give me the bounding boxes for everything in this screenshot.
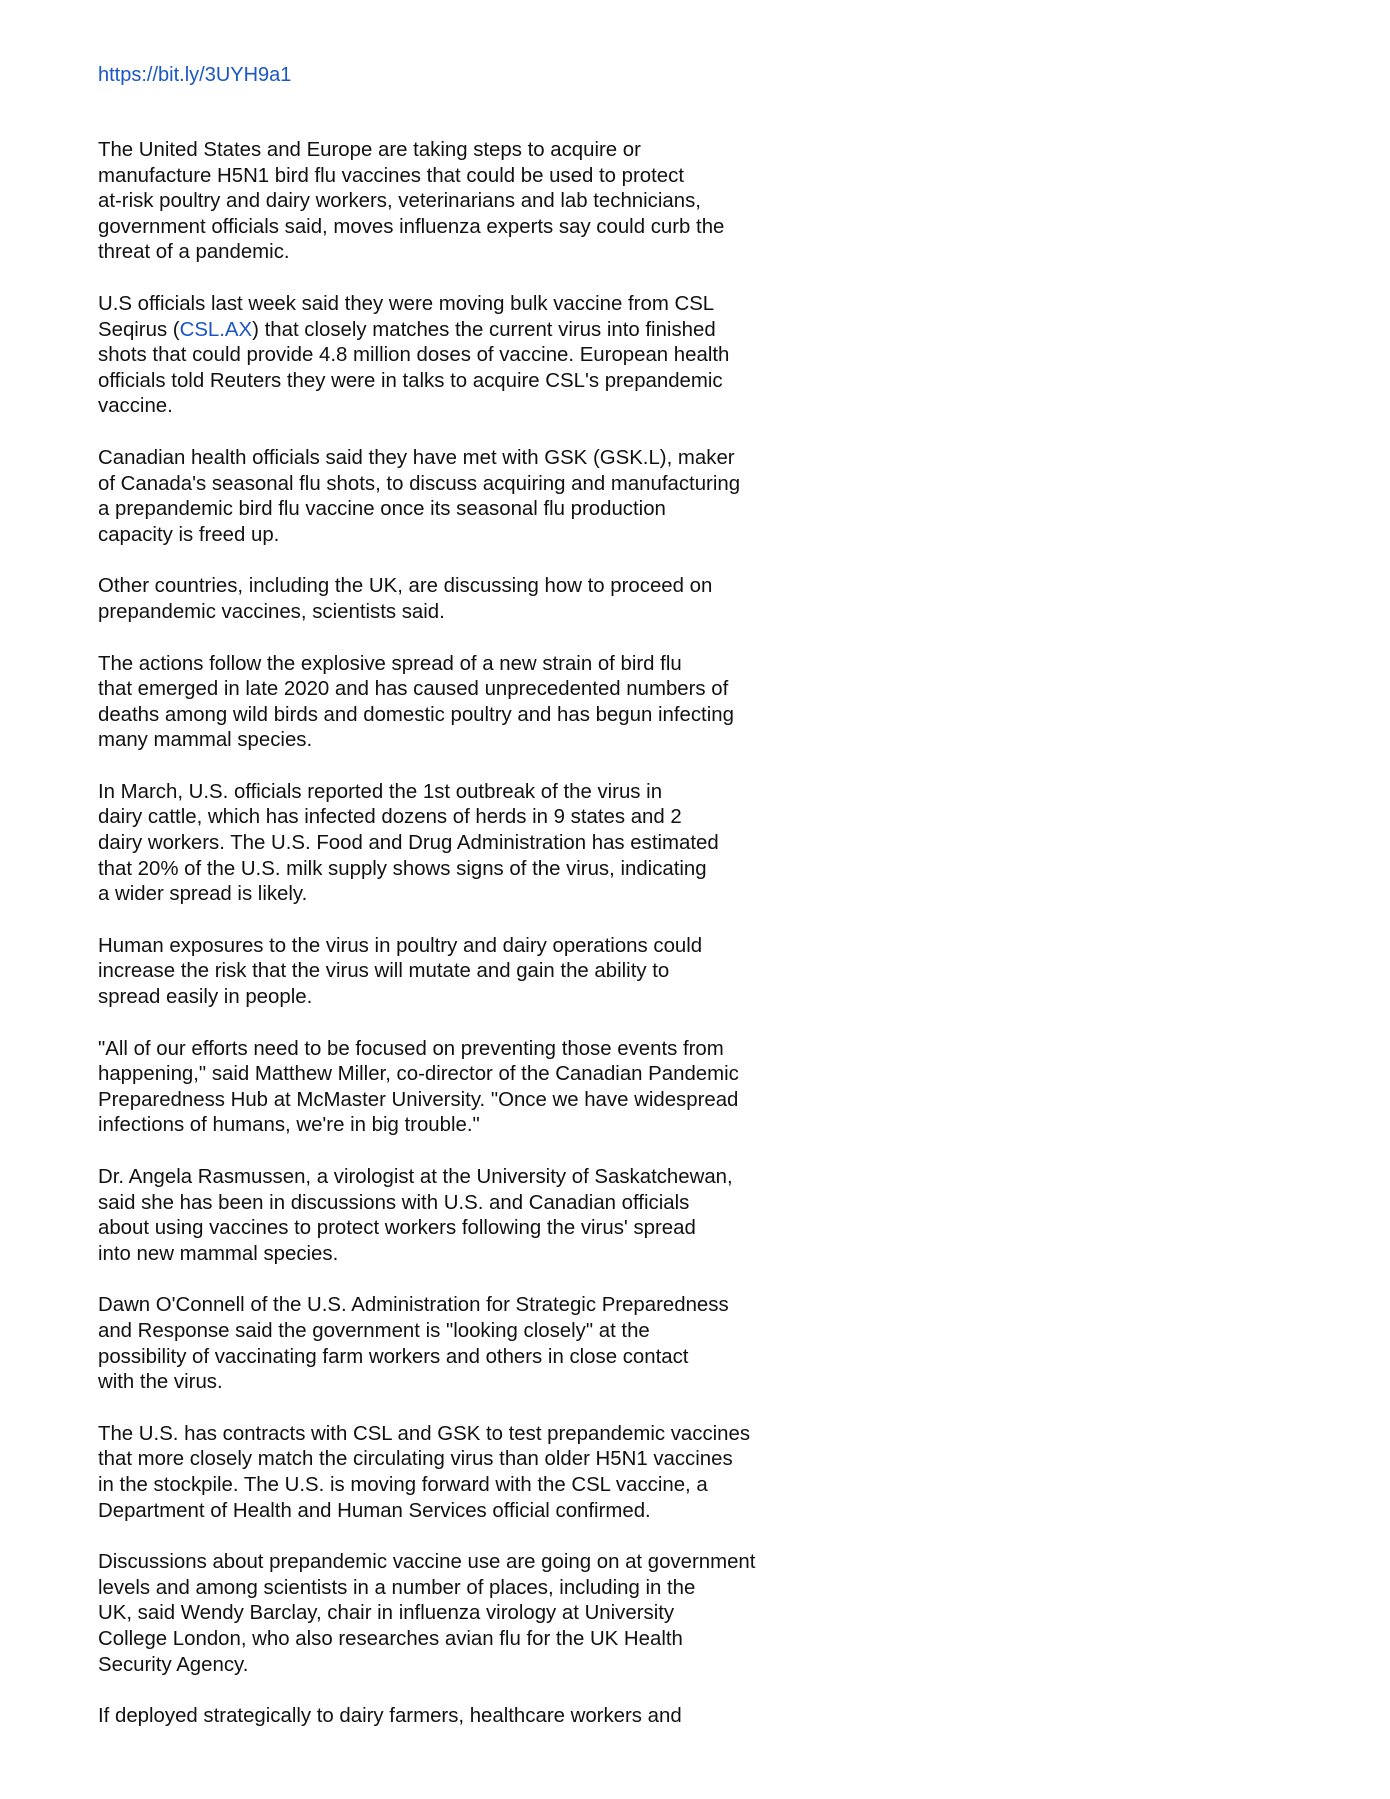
article-paragraph <box>98 1037 858 1139</box>
paragraph-line: government officials said, moves influenza experts say could curb the <box>98 215 725 238</box>
line-text-before-link: Seqirus ( <box>98 318 180 341</box>
article-paragraph <box>98 138 858 266</box>
paragraph-line: vaccine. <box>98 395 173 418</box>
paragraph-line: Dr. Angela Rasmussen, a virologist at the University of Saskatchewan, <box>98 1166 733 1188</box>
paragraph-line: Preparedness Hub at McMaster University. "Once we have widespread <box>98 1088 739 1111</box>
ticker-link-csl-ax[interactable]: CSL.AX <box>179 318 253 341</box>
paragraph-line: that more closely match the circulating virus than older H5N1 vaccines <box>98 1448 733 1471</box>
article-paragraph <box>98 780 858 908</box>
paragraph-line: If deployed strategically to dairy farmers, healthcare workers and <box>98 1705 682 1728</box>
paragraph-line: at-risk poultry and dairy workers, veterinarians and lab technicians, <box>98 190 701 213</box>
paragraph-line: that 20% of the U.S. milk supply shows signs of the virus, indicating <box>98 857 707 880</box>
paragraph-line <box>98 318 858 344</box>
line-text-after-link: ) that closely matches the current virus into finished <box>252 318 716 341</box>
article-paragraph <box>98 652 858 754</box>
paragraph-line: happening," said Matthew Miller, co-director of the Canadian Pandemic <box>98 1063 739 1086</box>
paragraph-line: Human exposures to the virus in poultry and dairy operations could <box>98 934 703 957</box>
paragraph-line: "All of our efforts need to be focused on preventing those events from <box>98 1037 724 1060</box>
paragraph-line: threat of a pandemic. <box>98 241 290 264</box>
paragraph-line: increase the risk that the virus will mutate and gain the ability to <box>98 960 670 983</box>
paragraph-line: levels and among scientists in a number of places, including in the <box>98 1576 696 1599</box>
paragraph-line: prepandemic vaccines, scientists said. <box>98 600 445 623</box>
paragraph-line: deaths among wild birds and domestic poultry and has begun infecting <box>98 703 734 726</box>
article-paragraph <box>98 1165 858 1267</box>
paragraph-line: Canadian health officials said they have met with GSK (GSK.L), maker <box>98 446 735 469</box>
source-link[interactable]: https://bit.ly/3UYH9a1 <box>98 64 292 86</box>
document-page <box>98 62 858 1756</box>
paragraph-line: a prepandemic bird flu vaccine once its seasonal flu production <box>98 498 666 521</box>
paragraph-line: Discussions about prepandemic vaccine use are going on at government <box>98 1551 756 1574</box>
paragraph-line: infections of humans, we're in big trouble." <box>98 1114 480 1137</box>
paragraph-line: shots that could provide 4.8 million doses of vaccine. European health <box>98 344 730 367</box>
paragraph-line: Dawn O'Connell of the U.S. Administration for Strategic Preparedness <box>98 1294 729 1317</box>
paragraph-line: officials told Reuters they were in talks to acquire CSL's prepandemic <box>98 369 723 392</box>
paragraph-line: a wider spread is likely. <box>98 883 308 906</box>
article-paragraph <box>98 1293 858 1395</box>
paragraph-line: The U.S. has contracts with CSL and GSK to test prepandemic vaccines <box>98 1422 751 1445</box>
paragraph-line: with the virus. <box>98 1371 223 1394</box>
paragraph-line: dairy cattle, which has infected dozens of herds in 9 states and 2 <box>98 806 682 829</box>
paragraph-line: Other countries, including the UK, are discussing how to proceed on <box>98 575 713 598</box>
paragraph-line: capacity is freed up. <box>98 523 280 546</box>
paragraph-line: dairy workers. The U.S. Food and Drug Administration has estimated <box>98 832 719 855</box>
paragraph-line: that emerged in late 2020 and has caused unprecedented numbers of <box>98 678 729 701</box>
paragraph-line: College London, who also researches avian flu for the UK Health <box>98 1627 683 1650</box>
paragraph-line: and Response said the government is "looking closely" at the <box>98 1319 650 1342</box>
paragraph-line: manufacture H5N1 bird flu vaccines that could be used to protect <box>98 164 684 187</box>
paragraph-line: Department of Health and Human Services official confirmed. <box>98 1499 651 1522</box>
paragraph-line: into new mammal species. <box>98 1242 339 1265</box>
article-paragraph <box>98 446 858 548</box>
paragraph-line: said she has been in discussions with U.S. and Canadian officials <box>98 1191 690 1214</box>
paragraph-line: U.S officials last week said they were moving bulk vaccine from CSL <box>98 292 715 315</box>
article-paragraph <box>98 574 858 625</box>
paragraph-line: about using vaccines to protect workers following the virus' spread <box>98 1217 696 1240</box>
paragraph-line: UK, said Wendy Barclay, chair in influenza virology at University <box>98 1602 675 1625</box>
paragraph-line: in the stockpile. The U.S. is moving forward with the CSL vaccine, a <box>98 1473 708 1496</box>
paragraph-line: The actions follow the explosive spread of a new strain of bird flu <box>98 652 682 675</box>
paragraph-line: spread easily in people. <box>98 986 313 1009</box>
paragraph-line: of Canada's seasonal flu shots, to discuss acquiring and manufacturing <box>98 472 741 495</box>
paragraph-line: Security Agency. <box>98 1653 249 1676</box>
paragraph-line: The United States and Europe are taking steps to acquire or <box>98 139 641 161</box>
article-body <box>98 138 858 1730</box>
article-paragraph <box>98 1704 858 1730</box>
article-paragraph <box>98 292 858 420</box>
paragraph-line: In March, U.S. officials reported the 1st outbreak of the virus in <box>98 780 663 803</box>
article-paragraph <box>98 1422 858 1524</box>
article-paragraph <box>98 1550 858 1678</box>
article-paragraph <box>98 934 858 1011</box>
paragraph-line: possibility of vaccinating farm workers and others in close contact <box>98 1345 689 1368</box>
paragraph-line: many mammal species. <box>98 729 313 752</box>
